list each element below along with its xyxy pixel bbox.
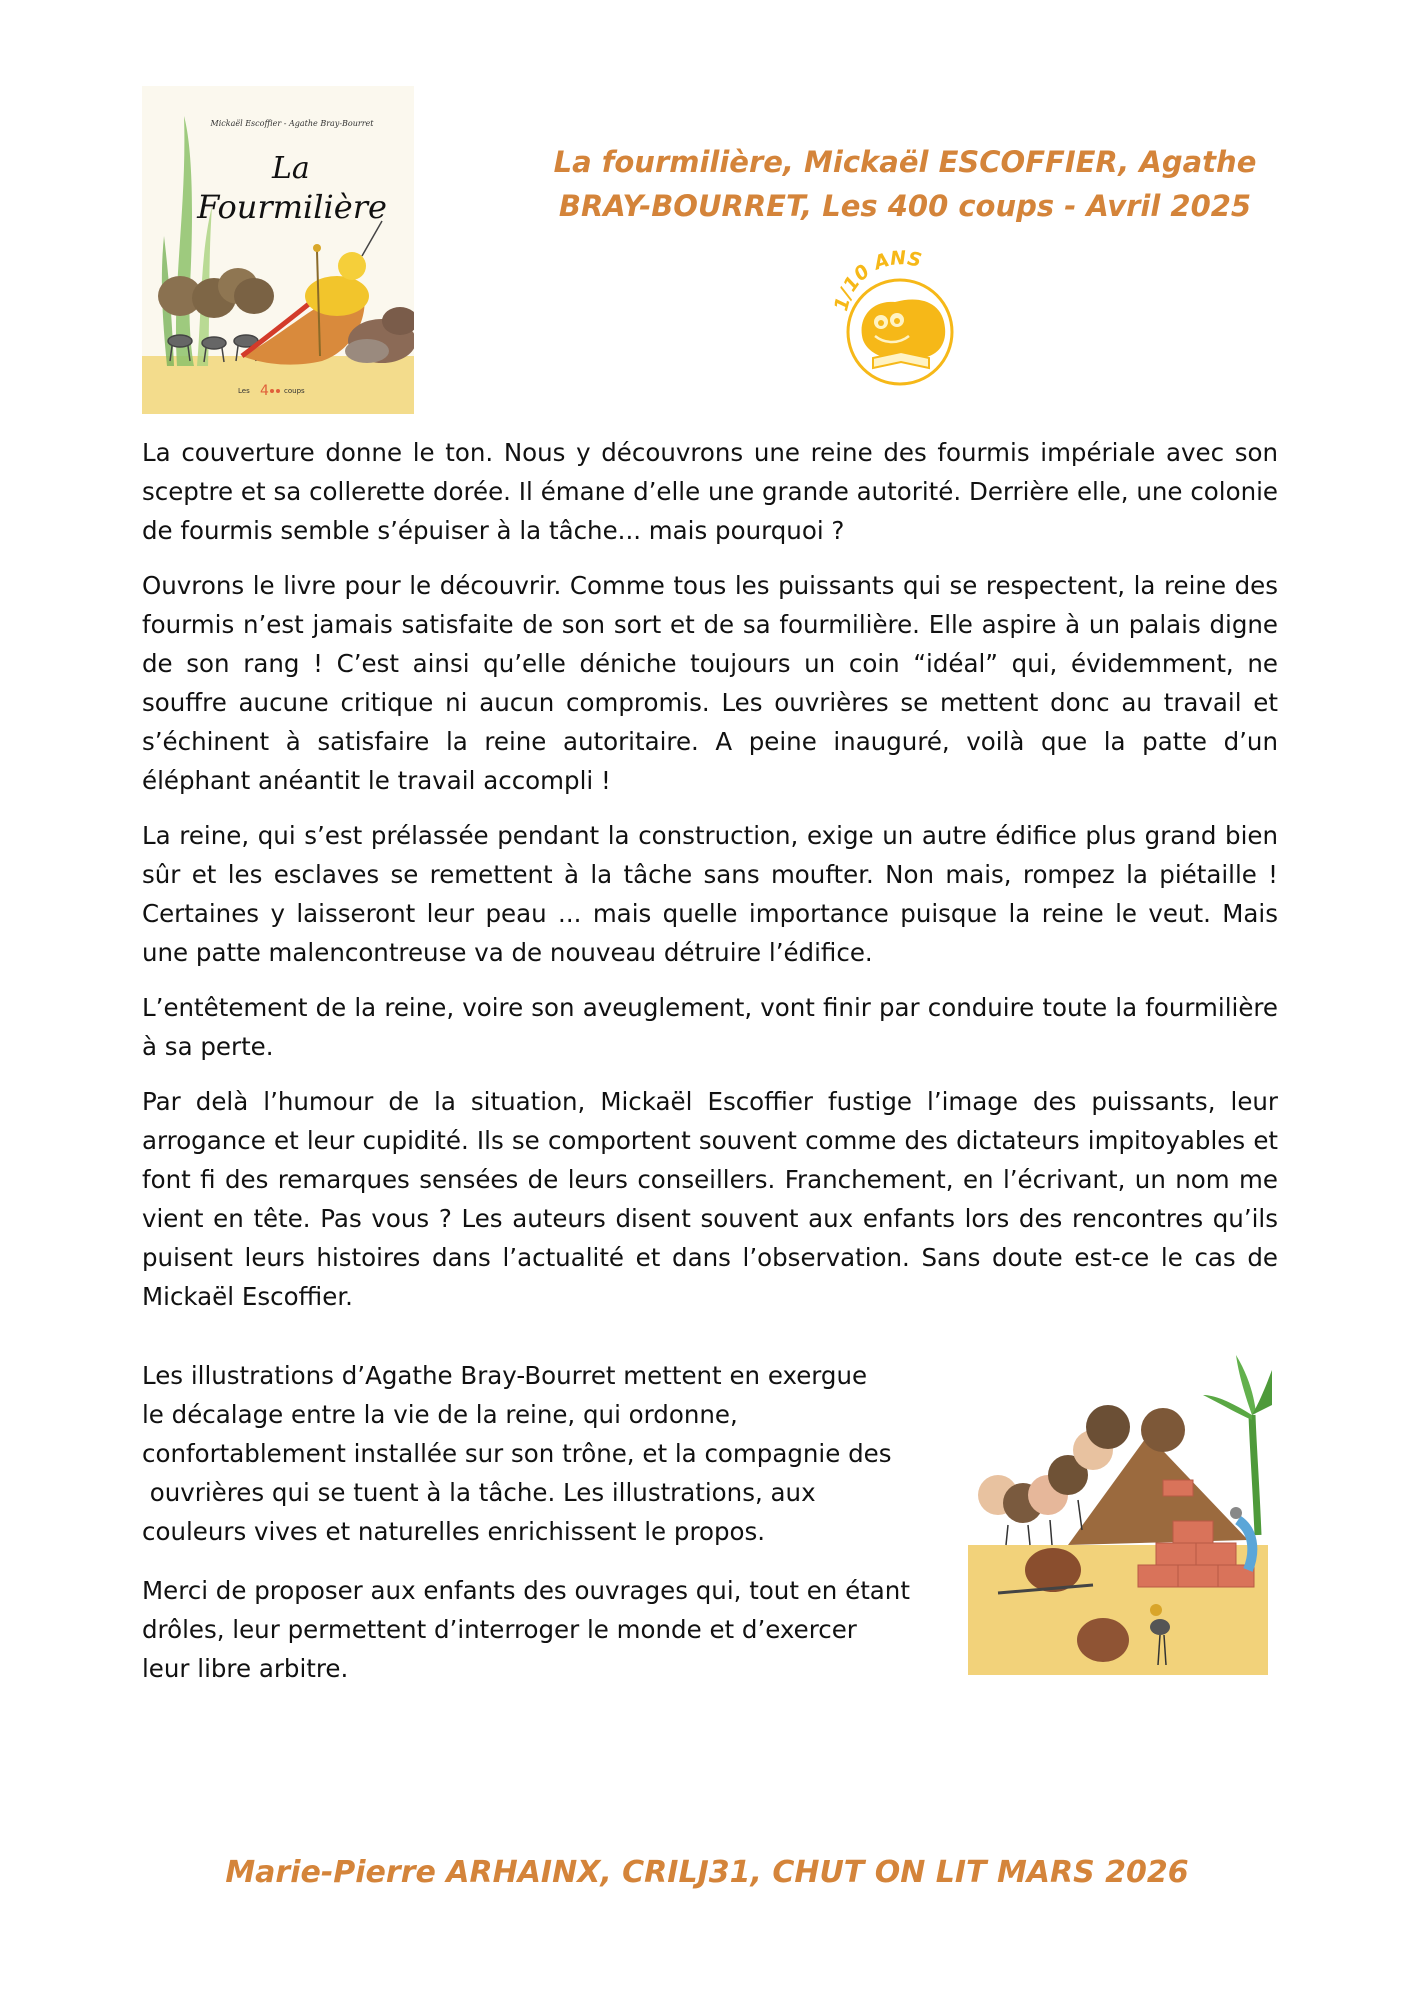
paragraph-story: Ouvrons le livre pour le découvrir. Comme tous les puissants qui se respectent, la reine des fourmis n’est jamais satisfaite de son sort et de sa fourmilière. Elle aspire à un palais digne de son rang ! C’est ainsi qu’elle déniche toujours un coin “idéal” qui, évidemment, ne souffre aucune critique ni aucun compromis. Les ouvrières se mettent donc au travail et s’échinent à satisfaire la reine autoritaire. A peine inauguré, voilà que la patte d’un éléphant anéantit le travail accompli !	[142, 571, 1278, 795]
title-line-2: BRAY-BOURRET, Les 400 coups - Avril 2025	[558, 189, 1252, 223]
paragraph-ending: L’entêtement de la reine, voire son aveuglement, vont finir par conduire toute la fourmilière à sa perte.	[142, 993, 1278, 1061]
age-label: 1/10 ANS	[830, 247, 924, 314]
cover-title-la: La	[272, 151, 310, 186]
ants-building-illustration	[968, 1335, 1273, 1675]
cover-publisher-post: coups	[284, 387, 305, 395]
paragraph-illustrations	[142, 1356, 972, 1551]
book-illustration-image	[968, 1335, 1273, 1675]
text-line: couleurs vives et naturelles enrichissent le propos.	[142, 1517, 766, 1546]
paragraph-rebuild: La reine, qui s’est prélassée pendant la construction, exige un autre édifice plus grand bien sûr et les esclaves se remettent à la tâche sans moufter. Non mais, rompez la piétaille ! Certaines y laisseront leur peau ... mais quelle importance puisque la reine le veut. Mais une patte malencontreuse va de nouveau détruire l’édifice.	[142, 821, 1278, 967]
cover-authors: Mickaël Escoffier - Agathe Bray-Bourret	[210, 119, 374, 128]
cover-title-main: Fourmilière	[197, 188, 387, 226]
cover-illustration	[142, 86, 414, 414]
cover-publisher-num: 4	[260, 383, 269, 399]
reading-frog-icon	[825, 240, 975, 390]
book-cover-image	[142, 86, 414, 414]
text-line: Merci de proposer aux enfants des ouvrages qui, tout en étant	[142, 1576, 910, 1605]
text-line: le décalage entre la vie de la reine, qui ordonne,	[142, 1400, 738, 1429]
review-body	[142, 433, 1278, 1316]
text-line: leur libre arbitre.	[142, 1654, 349, 1683]
review-title	[510, 140, 1300, 228]
paragraph-cover: La couverture donne le ton. Nous y découvrons une reine des fourmis impériale avec son sceptre et sa collerette dorée. Il émane d’elle une grande autorité. Derrière elle, une colonie de fourmis semble s’épuiser à la tâche... mais pourquoi ?	[142, 438, 1278, 545]
age-badge-logo	[825, 240, 975, 390]
text-line: ouvrières qui se tuent à la tâche. Les illustrations, aux	[142, 1478, 816, 1507]
text-line: confortablement installée sur son trône, et la compagnie des	[142, 1439, 892, 1468]
text-line: Les illustrations d’Agathe Bray-Bourret mettent en exergue	[142, 1361, 868, 1390]
cover-publisher-pre: Les	[238, 387, 250, 395]
review-signature: Marie-Pierre ARHAINX, CRILJ31, CHUT ON LIT MARS 2026	[225, 1855, 1189, 1890]
text-line: drôles, leur permettent d’interroger le monde et d’exercer	[142, 1615, 857, 1644]
title-line-1: La fourmilière, Mickaël ESCOFFIER, Agathe	[553, 145, 1257, 179]
paragraph-thanks	[142, 1571, 972, 1688]
paragraph-analysis: Par delà l’humour de la situation, Mickaël Escoffier fustige l’image des puissants, leur arrogance et leur cupidité. Ils se comportent souvent comme des dictateurs impitoyables et font fi des remarques sensées de leurs conseillers. Franchement, en l’écrivant, un nom me vient en tête. Pas vous ? Les auteurs disent souvent aux enfants lors des rencontres qu’ils puisent leurs histoires dans l’actualité et dans l’observation. Sans doute est-ce le cas de Mickaël Escoffier.	[142, 1087, 1278, 1311]
